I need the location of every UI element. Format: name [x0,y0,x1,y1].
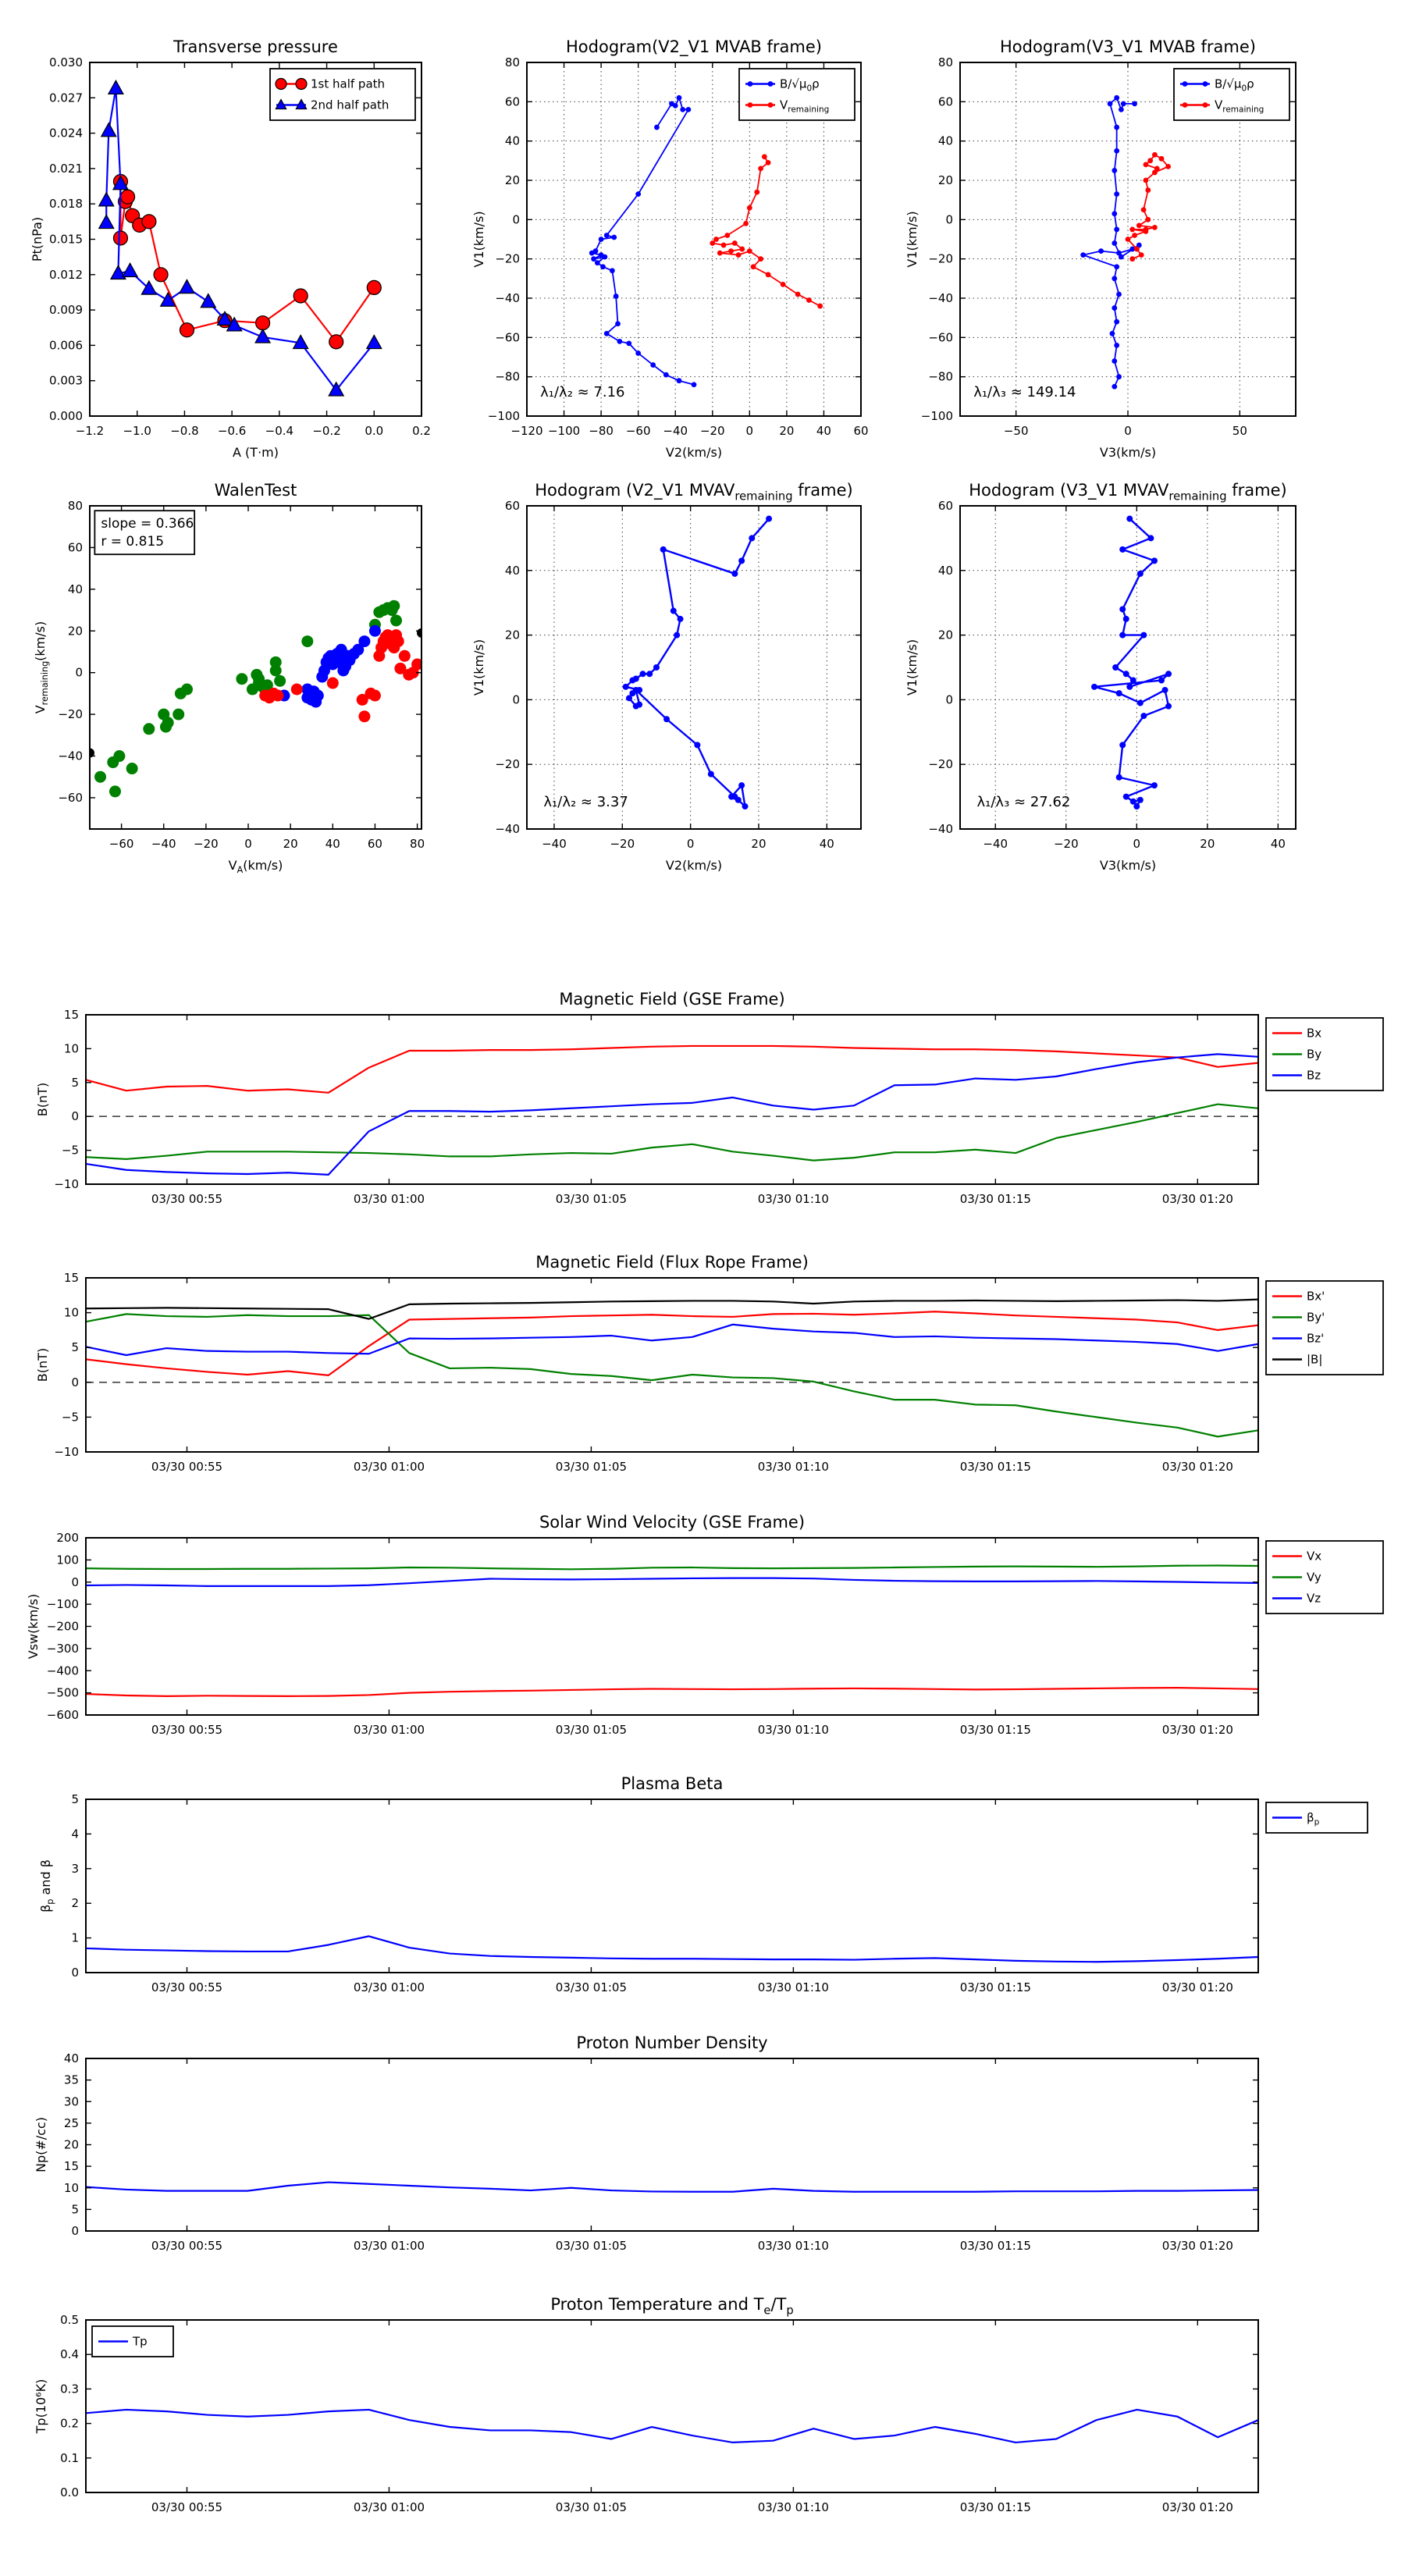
svg-text:−100: −100 [920,409,953,423]
series-Vx [86,1688,1258,1696]
svg-text:−60: −60 [495,330,520,345]
svg-text:03/30 01:00: 03/30 01:00 [353,1980,425,1994]
legend [1174,69,1289,120]
svg-text:0: 0 [1124,424,1132,438]
series-By [86,1105,1258,1161]
svg-text:λ₁/λ₃ ≈ 27.62: λ₁/λ₃ ≈ 27.62 [976,794,1071,811]
svg-text:Proton Number Density: Proton Number Density [576,2033,768,2052]
svg-text:03/30 01:05: 03/30 01:05 [555,1192,628,1206]
svg-text:40: 40 [325,837,340,851]
svg-text:0: 0 [945,212,953,227]
svg-text:−5: −5 [61,1143,79,1158]
svg-text:03/30 01:05: 03/30 01:05 [555,1980,628,1994]
svg-text:B/√μ0ρ: $B/√\mu_0\rho$ [1215,76,1254,94]
svg-text:−20: −20 [610,837,635,851]
series-Vremaining [1126,152,1171,262]
svg-text:5: 5 [71,2202,79,2217]
svg-text:−0.4: −0.4 [265,424,294,438]
svg-text:03/30 01:15: 03/30 01:15 [959,2500,1031,2514]
svg-text:Tp: Tp [133,2334,148,2349]
svg-text:Vx: Vx [1307,1549,1322,1564]
series-Bz [86,1054,1258,1175]
svg-text:−300: −300 [46,1641,79,1656]
svg-text:−80: −80 [589,424,614,438]
svg-text:Magnetic Field (Flux Rope Fram: Magnetic Field (Flux Rope Frame) [535,1253,809,1272]
panel-transverse-pressure [30,37,431,460]
svg-text:03/30 01:05: 03/30 01:05 [555,2500,628,2514]
svg-text:−600: −600 [46,1708,79,1722]
panel-solar-wind-velocity [26,1513,1383,1737]
svg-text:20: 20 [504,173,520,187]
svg-text:03/30 01:20: 03/30 01:20 [1161,2500,1233,2514]
svg-text:03/30 01:00: 03/30 01:00 [353,2500,425,2514]
svg-text:βp and β: $\beta_p$ and β [38,1859,55,1912]
svg-text:−20: −20 [58,707,83,722]
annotation [543,794,628,810]
svg-text:60: 60 [853,424,869,438]
svg-text:0.021: 0.021 [49,161,83,176]
svg-text:03/30 01:15: 03/30 01:15 [959,2239,1031,2253]
svg-text:−50: −50 [1003,424,1029,438]
panel-proton-temperature [34,2295,1258,2514]
svg-text:15: 15 [63,1271,79,1285]
svg-text:Vsw(km/s): Vsw(km/s) [26,1593,41,1660]
svg-text:−40: −40 [495,291,520,305]
svg-text:0.3: 0.3 [60,2382,79,2396]
panel-hodogram-v2v1-mvab [471,37,869,460]
svg-text:03/30 01:20: 03/30 01:20 [1161,1192,1233,1206]
svg-text:03/30 01:05: 03/30 01:05 [555,1723,628,1737]
svg-text:80: 80 [410,837,425,851]
svg-text:B(nT): B(nT) [35,1082,50,1117]
svg-text:50: 50 [1232,424,1247,438]
svg-text:Tp(10⁶K): Tp(10⁶K) [34,2379,48,2434]
svg-text:Vremaining: $V_{remaining}$ [1215,98,1264,115]
annotation [540,384,624,400]
svg-text:40: 40 [67,582,83,596]
svg-text:40: 40 [937,133,953,148]
panel-magnetic-field-gse [35,990,1383,1206]
svg-text:−40: −40 [542,837,567,851]
svg-text:03/30 01:05: 03/30 01:05 [555,2239,628,2253]
svg-text:Proton Temperature and Te/Tp: Proton Temperature and $T_e/T_p$ [550,2295,794,2318]
svg-text:03/30 01:10: 03/30 01:10 [757,2239,829,2253]
svg-text:80: 80 [504,55,520,69]
svg-text:−20: −20 [495,251,520,266]
svg-text:−100: −100 [46,1597,79,1612]
svg-text:03/30 00:55: 03/30 00:55 [151,1192,223,1206]
series-Bx' [86,1311,1258,1375]
svg-text:−40: −40 [663,424,688,438]
svg-text:Vz: Vz [1307,1591,1321,1606]
svg-text:r = 0.815: r = 0.815 [101,534,165,550]
svg-text:80: 80 [937,55,953,69]
svg-text:V2(km/s): V2(km/s) [665,858,723,873]
svg-text:0.018: 0.018 [49,197,83,212]
svg-text:0: 0 [71,1109,79,1124]
svg-text:60: 60 [937,499,953,513]
svg-text:20: 20 [937,173,953,187]
svg-text:03/30 00:55: 03/30 00:55 [151,1980,223,1994]
svg-text:−40: −40 [495,822,520,836]
legend [1266,1281,1383,1375]
annotation [973,384,1076,400]
svg-text:Hodogram(V2_V1 MVAB frame): Hodogram(V2_V1 MVAB frame) [566,37,822,56]
svg-text:20: 20 [67,624,83,639]
svg-text:0: 0 [945,692,953,707]
svg-text:A (T·m): A (T·m) [233,445,279,460]
series-green-points [94,600,402,798]
svg-text:Bx: Bx [1307,1026,1322,1041]
svg-text:0.2: 0.2 [60,2416,79,2431]
svg-text:Vremaining: $V_{remaining}$ [780,98,830,115]
legend [92,2326,173,2357]
svg-text:Pt(nPa): Pt(nPa) [30,216,44,262]
svg-text:−40: −40 [928,822,953,836]
svg-text:V2(km/s): V2(km/s) [665,445,723,460]
svg-text:Bz: Bz [1307,1068,1321,1083]
svg-text:03/30 01:00: 03/30 01:00 [353,2239,425,2253]
svg-text:0.009: 0.009 [49,303,83,318]
svg-text:V1(km/s): V1(km/s) [905,211,919,268]
annotation [94,511,194,554]
svg-text:40: 40 [63,2051,79,2065]
svg-text:03/30 01:15: 03/30 01:15 [959,1192,1031,1206]
svg-text:0: 0 [244,837,252,851]
svg-text:−40: −40 [58,749,83,763]
legend [739,69,855,120]
svg-text:15: 15 [63,1008,79,1022]
svg-text:2nd half path: 2nd half path [311,98,389,112]
svg-text:03/30 01:00: 03/30 01:00 [353,1460,425,1474]
svg-text:20: 20 [937,628,953,642]
series-B [589,95,697,387]
svg-text:−40: −40 [928,291,953,305]
svg-text:−400: −400 [46,1663,79,1678]
svg-text:1st half path: 1st half path [311,76,386,91]
svg-text:03/30 00:55: 03/30 00:55 [151,1460,223,1474]
svg-text:Np(#/cc): Np(#/cc) [34,2117,48,2172]
series-Bz' [86,1325,1258,1355]
svg-text:Vy: Vy [1307,1570,1321,1585]
svg-text:−20: −20 [928,251,953,266]
svg-text:5: 5 [71,1340,79,1355]
svg-text:−10: −10 [54,1177,79,1191]
svg-text:0.006: 0.006 [49,338,83,353]
legend [270,69,415,120]
svg-text:40: 40 [937,563,953,578]
panel-proton-number-density [34,2033,1258,2253]
svg-text:−60: −60 [58,790,83,805]
svg-text:0.012: 0.012 [49,267,83,282]
svg-text:60: 60 [937,94,953,109]
svg-text:20: 20 [283,837,298,851]
svg-text:03/30 01:20: 03/30 01:20 [1161,2239,1233,2253]
svg-text:0: 0 [1133,837,1141,851]
svg-text:Bz': Bz' [1307,1331,1325,1346]
svg-text:0.5: 0.5 [60,2313,79,2327]
svg-text:03/30 01:10: 03/30 01:10 [757,2500,829,2514]
svg-text:−60: −60 [108,837,134,851]
series-By' [86,1314,1258,1436]
series-1st half path [113,175,381,349]
svg-text:−0.2: −0.2 [312,424,341,438]
annotation [977,794,1071,810]
series-Vz [86,1578,1258,1586]
svg-text:0.4: 0.4 [60,2347,79,2362]
series-V [1091,516,1172,809]
svg-text:−10: −10 [54,1445,79,1459]
svg-text:−0.8: −0.8 [170,424,199,438]
svg-text:03/30 00:55: 03/30 00:55 [151,1723,223,1737]
svg-text:0: 0 [71,1375,79,1389]
svg-text:03/30 01:10: 03/30 01:10 [757,1460,829,1474]
svg-text:−60: −60 [625,424,651,438]
svg-text:Solar Wind Velocity (GSE Frame: Solar Wind Velocity (GSE Frame) [539,1513,806,1532]
svg-text:−20: −20 [1053,837,1079,851]
svg-text:40: 40 [504,563,520,578]
svg-text:60: 60 [367,837,382,851]
svg-text:80: 80 [67,499,83,513]
svg-text:0.024: 0.024 [49,126,83,141]
svg-text:βp: $\beta_p$ [1307,1810,1320,1827]
svg-text:−40: −40 [983,837,1008,851]
series-Tp [86,2410,1258,2443]
svg-text:1: 1 [71,1930,79,1945]
svg-text:40: 40 [504,133,520,148]
svg-text:60: 60 [67,540,83,555]
svg-text:4: 4 [71,1827,79,1841]
series-V [623,516,772,809]
svg-text:0.003: 0.003 [49,373,83,388]
series-Vy [86,1565,1258,1569]
svg-text:03/30 00:55: 03/30 00:55 [151,2239,223,2253]
series-beta_p [86,1936,1258,1962]
svg-text:30: 30 [63,2094,79,2109]
svg-text:5: 5 [71,1075,79,1090]
svg-text:0.015: 0.015 [49,232,83,247]
svg-text:−80: −80 [928,369,953,384]
svg-text:VA(km/s): $V_A(km/s)$ [228,858,283,875]
svg-text:0: 0 [71,1574,79,1589]
svg-text:By': By' [1307,1310,1325,1325]
svg-text:2: 2 [71,1896,79,1911]
svg-text:20: 20 [63,2137,79,2152]
svg-text:0.1: 0.1 [60,2450,79,2465]
legend [1266,1802,1368,1833]
svg-text:By: By [1307,1047,1322,1062]
svg-text:λ₁/λ₃ ≈ 149.14: λ₁/λ₃ ≈ 149.14 [973,384,1076,401]
svg-text:−20: −20 [699,424,725,438]
svg-text:200: 200 [56,1531,79,1545]
svg-text:V3(km/s): V3(km/s) [1099,858,1157,873]
svg-text:Plasma Beta: Plasma Beta [621,1774,724,1793]
svg-text:03/30 01:20: 03/30 01:20 [1161,1980,1233,1994]
svg-text:−20: −20 [495,757,520,772]
series-Np [86,2183,1258,2192]
svg-text:03/30 01:15: 03/30 01:15 [959,1980,1031,1994]
svg-text:20: 20 [504,628,520,642]
svg-text:0: 0 [71,2224,79,2238]
svg-text:40: 40 [816,424,831,438]
svg-text:0.030: 0.030 [49,55,83,69]
svg-text:0.0: 0.0 [60,2485,79,2500]
svg-text:20: 20 [779,424,795,438]
svg-text:10: 10 [63,1305,79,1320]
svg-text:5: 5 [71,1792,79,1806]
svg-text:03/30 01:10: 03/30 01:10 [757,1192,829,1206]
svg-text:V1(km/s): V1(km/s) [905,639,919,696]
svg-text:−100: −100 [487,409,520,423]
svg-text:03/30 01:00: 03/30 01:00 [353,1192,425,1206]
svg-text:3: 3 [71,1861,79,1876]
svg-text:λ₁/λ₂ ≈ 7.16: λ₁/λ₂ ≈ 7.16 [540,384,625,401]
series-Vremaining [710,154,823,308]
svg-text:−200: −200 [46,1619,79,1634]
svg-text:slope = 0.366: slope = 0.366 [101,516,194,532]
svg-text:Hodogram(V3_V1 MVAB frame): Hodogram(V3_V1 MVAB frame) [1000,37,1256,56]
svg-text:25: 25 [63,2115,79,2130]
svg-text:−1.0: −1.0 [123,424,151,438]
svg-text:0: 0 [686,837,695,851]
svg-text:15: 15 [63,2159,79,2174]
svg-text:Hodogram (V3_V1 MVAVremaining: Hodogram (V3_V1 $MVAV_{remaining}$ frame) [969,481,1287,503]
svg-text:B(nT): B(nT) [35,1347,50,1382]
legend [1266,1541,1383,1614]
svg-text:03/30 01:20: 03/30 01:20 [1161,1723,1233,1737]
svg-text:03/30 01:10: 03/30 01:10 [757,1723,829,1737]
svg-text:10: 10 [63,2180,79,2195]
panel-magnetic-field-flux-rope [35,1253,1383,1474]
svg-text:40: 40 [1270,837,1286,851]
svg-text:60: 60 [504,499,520,513]
panel-hodogram-v3v1-mvav [905,481,1296,873]
svg-text:V1(km/s): V1(km/s) [471,211,486,268]
panel-plasma-beta [38,1774,1368,1994]
svg-text:Hodogram (V2_V1 MVAVremaining: Hodogram (V2_V1 $MVAV_{remaining}$ frame) [535,481,853,503]
svg-text:20: 20 [1200,837,1215,851]
svg-text:−20: −20 [928,757,953,772]
svg-text:−80: −80 [495,369,520,384]
svg-text:V3(km/s): V3(km/s) [1099,445,1157,460]
svg-text:λ₁/λ₂ ≈ 3.37: λ₁/λ₂ ≈ 3.37 [543,794,628,811]
svg-text:Transverse pressure: Transverse pressure [173,37,338,56]
svg-text:−500: −500 [46,1685,79,1700]
svg-text:−20: −20 [194,837,219,851]
svg-text:0: 0 [512,212,520,227]
panel-hodogram-v3v1-mvab [905,37,1296,460]
svg-text:20: 20 [751,837,767,851]
svg-text:−100: −100 [547,424,581,438]
svg-text:−40: −40 [151,837,176,851]
svg-text:40: 40 [819,837,834,851]
svg-text:0: 0 [512,692,520,707]
svg-text:0.2: 0.2 [412,424,431,438]
series-Bx [86,1046,1258,1093]
svg-text:0: 0 [71,1966,79,1980]
legend [1266,1018,1383,1091]
svg-text:|B|: |B| [1307,1352,1323,1367]
svg-text:03/30 00:55: 03/30 00:55 [151,2500,223,2514]
panel-hodogram-v2v1-mvav [471,481,861,873]
svg-text:Magnetic Field (GSE Frame): Magnetic Field (GSE Frame) [559,990,785,1009]
svg-text:Vremaining(km/s): $V_{remaining}(km/s)$ [33,621,50,714]
svg-text:0: 0 [745,424,754,438]
svg-text:03/30 01:10: 03/30 01:10 [757,1980,829,1994]
svg-text:0: 0 [75,665,83,680]
svg-text:−120: −120 [510,424,543,438]
svg-text:03/30 01:05: 03/30 01:05 [555,1460,628,1474]
svg-text:60: 60 [504,94,520,109]
svg-text:100: 100 [56,1553,79,1567]
svg-text:03/30 01:00: 03/30 01:00 [353,1723,425,1737]
svg-text:10: 10 [63,1041,79,1056]
svg-text:−60: −60 [928,330,953,345]
svg-text:0.0: 0.0 [365,424,384,438]
svg-text:−5: −5 [61,1410,79,1425]
svg-text:03/30 01:15: 03/30 01:15 [959,1723,1031,1737]
svg-text:WalenTest: WalenTest [214,481,297,500]
svg-text:0.027: 0.027 [49,91,83,105]
svg-text:03/30 01:20: 03/30 01:20 [1161,1460,1233,1474]
svg-text:03/30 01:15: 03/30 01:15 [959,1460,1031,1474]
svg-text:B/√μ0ρ: $B/√\mu_0\rho$ [780,76,820,94]
svg-text:35: 35 [63,2073,79,2087]
svg-text:−1.2: −1.2 [75,424,105,438]
svg-text:V1(km/s): V1(km/s) [471,639,486,696]
svg-text:Bx': Bx' [1307,1289,1325,1304]
svg-text:−0.6: −0.6 [217,424,247,438]
panel-walen-test [33,481,426,875]
svg-text:0.000: 0.000 [49,409,83,423]
series-B [1080,95,1141,390]
